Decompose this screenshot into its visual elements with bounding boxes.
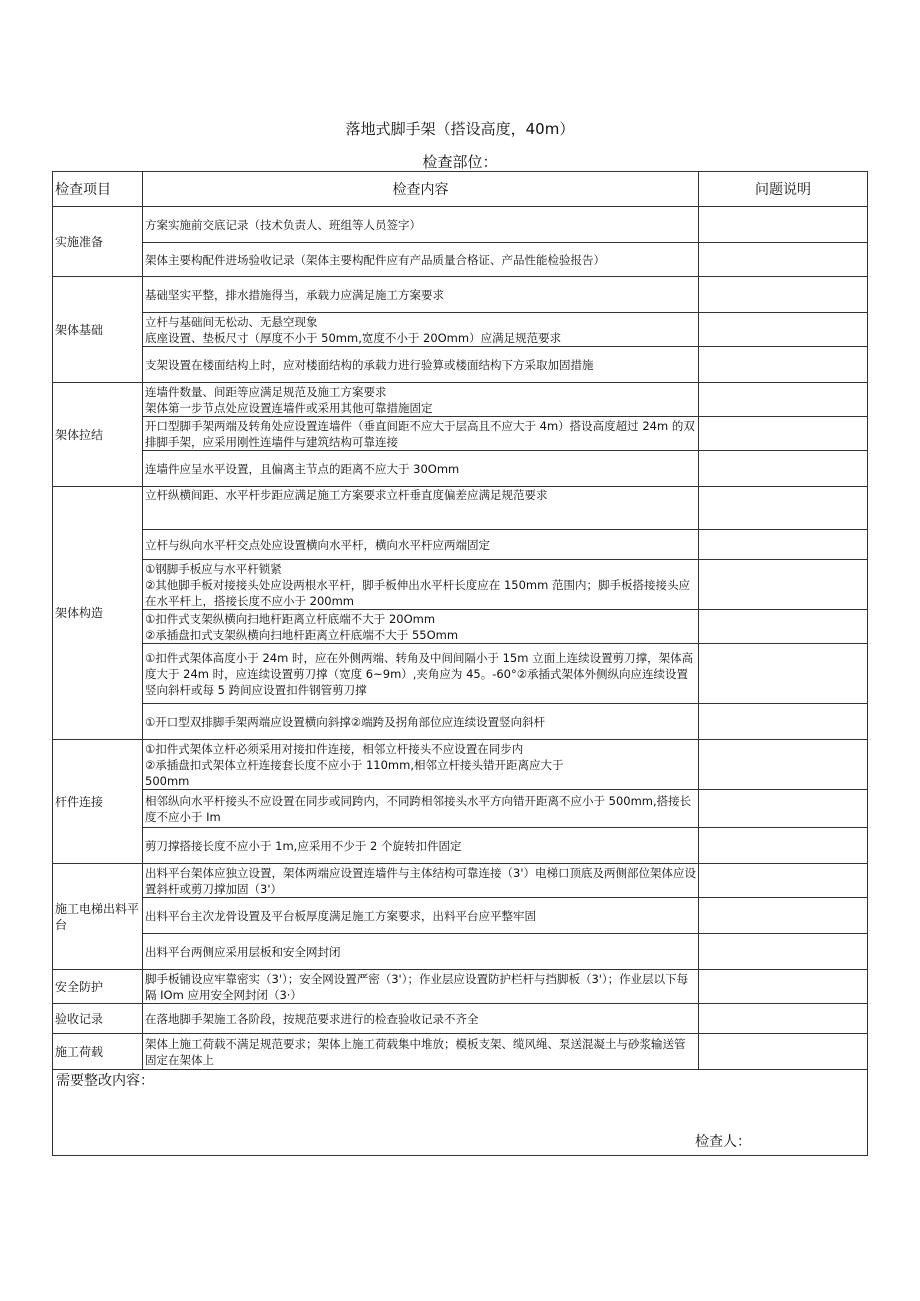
check-content: 连墙件数量、间距等应满足规范及施工方案要求 架体第一步节点处应设置连墙件或采用其他可靠措施固定 (143, 383, 699, 417)
section-item-foundation: 架体基础 (53, 277, 143, 383)
table-row (53, 704, 868, 740)
check-content: 脚手板铺设应牢靠密实（3'）；安全网设置严密（3'）；作业层应设置防护栏杆与挡脚板（3'）；作业层以下每隔 IOm 应用安全网封闭（3·） (143, 970, 699, 1004)
rectification-cell[interactable] (53, 1070, 868, 1156)
inspector-label: 检查人： (695, 1134, 751, 1150)
section-item-load: 施工荷载 (53, 1034, 143, 1070)
check-content: 在落地脚手架施工各阶段，按规范要求进行的检查验收记录不齐全 (143, 1004, 699, 1034)
table-row (53, 644, 868, 704)
problem-note-cell[interactable] (699, 864, 868, 898)
table-row (53, 1070, 868, 1156)
check-content: 方案实施前交底记录（技术负责人、班组等人员签字） (143, 207, 699, 243)
table-row (53, 1004, 868, 1034)
check-content: 出料平台主次龙骨设置及平台板厚度满足施工方案要求，出料平台应平整牢固 (143, 898, 699, 934)
section-item-safety: 安全防护 (53, 970, 143, 1004)
check-content: 立杆纵横间距、水平杆步距应满足施工方案要求立杆垂直度偏差应满足规范要求 (143, 487, 699, 530)
check-content: 基础坚实平整，排水措施得当，承载力应满足施工方案要求 (143, 277, 699, 313)
table-row (53, 828, 868, 864)
check-content: 连墙件应呈水平设置，且偏离主节点的距离不应大于 30Omm (143, 451, 699, 487)
table-row (53, 383, 868, 417)
table-row (53, 934, 868, 970)
check-content: 架体主要构配件进场验收记录（架体主要构配件应有产品质量合格证、产品性能检验报告） (143, 243, 699, 277)
table-row (53, 560, 868, 610)
check-content: ①扣件式架体立杆必须采用对接扣件连接，相邻立杆接头不应设置在同步内 ②承插盘扣式架体立杆连接套长度不应小于 110mm,相邻立杆接头错开距离应大于 500mm (143, 740, 699, 790)
table-row (53, 970, 868, 1004)
table-row (53, 347, 868, 383)
table-row (53, 740, 868, 790)
check-content: ①扣件式支架纵横向扫地杆距离立杆底端不大于 20Omm ②承插盘扣式支架纵横向扫地杆距离立杆底端不大于 55Omm (143, 610, 699, 644)
check-content: 出料平台两侧应采用层板和安全网封闭 (143, 934, 699, 970)
section-item-platform: 施工电梯出料平台 (53, 864, 143, 970)
table-row (53, 610, 868, 644)
problem-note-cell[interactable] (699, 313, 868, 347)
rectification-label: 需要整改内容： (56, 1073, 154, 1089)
problem-note-cell[interactable] (699, 1034, 868, 1070)
problem-note-cell[interactable] (699, 610, 868, 644)
problem-note-cell[interactable] (699, 487, 868, 530)
problem-note-cell[interactable] (699, 530, 868, 560)
table-row (53, 451, 868, 487)
section-item-connection: 杆件连接 (53, 740, 143, 864)
problem-note-cell[interactable] (699, 207, 868, 243)
problem-note-cell[interactable] (699, 383, 868, 417)
table-row (53, 417, 868, 451)
problem-note-cell[interactable] (699, 644, 868, 704)
table-row (53, 487, 868, 530)
problem-note-cell[interactable] (699, 740, 868, 790)
table-row (53, 530, 868, 560)
table-row (53, 898, 868, 934)
header-content: 检查内容 (143, 172, 699, 207)
section-item-acceptance: 验收记录 (53, 1004, 143, 1034)
section-item-preparation: 实施准备 (53, 207, 143, 277)
table-row (53, 790, 868, 828)
check-content: 立杆与基础间无松动、无悬空现象 底座设置、垫板尺寸（厚度不小于 50mm,宽度不小于 20Omm）应满足规范要求 (143, 313, 699, 347)
table-row (53, 1034, 868, 1070)
problem-note-cell[interactable] (699, 970, 868, 1004)
inspection-table (52, 171, 868, 1156)
check-content: 架体上施工荷载不满足规范要求；架体上施工荷载集中堆放；模板支架、缆风绳、泵送混凝土与砂浆输送管固定在架体上 (143, 1034, 699, 1070)
problem-note-cell[interactable] (699, 451, 868, 487)
check-content: ①开口型双排脚手架两端应设置横向斜撑②端跨及拐角部位应连续设置竖向斜杆 (143, 704, 699, 740)
section-item-structure: 架体构造 (53, 487, 143, 740)
problem-note-cell[interactable] (699, 560, 868, 610)
problem-note-cell[interactable] (699, 417, 868, 451)
table-row (53, 243, 868, 277)
problem-note-cell[interactable] (699, 347, 868, 383)
header-item: 检查项目 (53, 172, 143, 207)
check-content: ①扣件式架体高度小于 24m 时，应在外侧两端、转角及中间间隔小于 15m 立面上连续设置剪刀撑，架体高度大于 24m 时，应连续设置剪刀撑（宽度 6~9m）,夹角应为 45。-60°②承插式架体外侧纵向应连续设置竖向斜杆或每 5 跨间应设置扣件钢管剪刀撑 (143, 644, 699, 704)
table-row (53, 277, 868, 313)
inspection-location-label: 检查部位： (422, 153, 498, 171)
problem-note-cell[interactable] (699, 898, 868, 934)
table-row (53, 313, 868, 347)
check-content: 开口型脚手架两端及转角处应设置连墙件（垂直间距不应大于层高且不应大于 4m）搭设高度超过 24m 的双排脚手架，应采用刚性连墙件与建筑结构可靠连接 (143, 417, 699, 451)
problem-note-cell[interactable] (699, 277, 868, 313)
problem-note-cell[interactable] (699, 934, 868, 970)
check-content: 支架设置在楼面结构上时，应对楼面结构的承载力进行验算或楼面结构下方采取加固措施 (143, 347, 699, 383)
problem-note-cell[interactable] (699, 704, 868, 740)
problem-note-cell[interactable] (699, 828, 868, 864)
table-row (53, 207, 868, 243)
problem-note-cell[interactable] (699, 1004, 868, 1034)
section-item-tie: 架体拉结 (53, 383, 143, 487)
check-content: 出料平台架体应独立设置，架体两端应设置连墙件与主体结构可靠连接（3'）电梯口顶底及两侧部位架体应设置斜杆或剪刀撑加固（3'） (143, 864, 699, 898)
check-content: 剪刀撑搭接长度不应小于 1m,应采用不少于 2 个旋转扣件固定 (143, 828, 699, 864)
table-row (53, 864, 868, 898)
check-content: 相邻纵向水平杆接头不应设置在同步或同跨内，不同跨相邻接头水平方向错开距离不应小于 500mm,搭接长度不应小于 Im (143, 790, 699, 828)
document-title: 落地式脚手架（搭设高度，40m） (345, 120, 575, 138)
table-header-row (53, 172, 868, 207)
check-content: 立杆与纵向水平杆交点处应设置横向水平杆，横向水平杆应两端固定 (143, 530, 699, 560)
problem-note-cell[interactable] (699, 243, 868, 277)
check-content: ①钢脚手板应与水平杆锁紧 ②其他脚手板对接接头处应设两根水平杆，脚手板伸出水平杆长度应在 150mm 范围内；脚手板搭接接头应在水平杆上，搭接长度不应小于 200mm (143, 560, 699, 610)
problem-note-cell[interactable] (699, 790, 868, 828)
header-note: 问题说明 (699, 172, 868, 207)
